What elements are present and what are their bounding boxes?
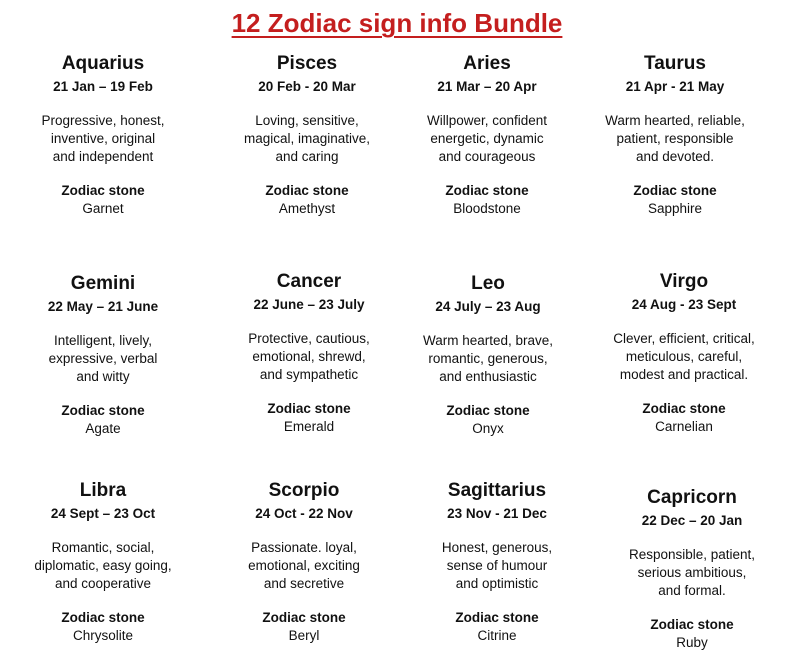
sign-dates: 21 Jan – 19 Feb [53,79,153,94]
sign-traits [585,112,765,166]
trait-line: Loving, sensitive, [255,113,359,128]
trait-line: energetic, dynamic [430,131,544,146]
stone-value: Onyx [472,421,504,436]
trait-line: modest and practical. [619,367,749,382]
stone-value: Amethyst [278,201,336,216]
sign-card-libra [13,479,193,645]
sign-dates: 21 Apr - 21 May [625,79,725,94]
stone-label: Zodiac stone [455,610,539,625]
sign-name: Cancer [276,271,342,292]
stone-value: Emerald [283,419,335,434]
trait-line: Romantic, social, [51,540,155,555]
sign-card-aquarius [13,52,193,218]
stone-value: Agate [85,421,121,436]
trait-line: meticulous, careful, [625,349,743,364]
sign-traits [219,330,399,384]
stone-label: Zodiac stone [61,183,145,198]
page-title: 12 Zodiac sign info Bundle [231,8,563,38]
trait-line: Clever, efficient, critical, [613,331,755,346]
sign-name: Virgo [659,271,709,292]
stone-label: Zodiac stone [445,183,529,198]
stone-label: Zodiac stone [650,617,734,632]
trait-line: and secretive [263,576,345,591]
sign-card-aries [397,52,577,218]
trait-line: Responsible, patient, [628,547,756,562]
sign-card-cancer [219,270,399,436]
sign-traits [13,332,193,386]
sign-traits [594,330,774,384]
trait-line: Warm hearted, reliable, [605,113,745,128]
sign-card-capricorn [602,486,782,651]
sign-dates: 24 Oct - 22 Nov [255,506,353,521]
trait-line: Intelligent, lively, [53,333,153,348]
trait-line: Warm hearted, brave, [422,333,554,348]
stone-value: Garnet [82,201,124,216]
stone-label: Zodiac stone [262,610,346,625]
trait-line: diplomatic, easy going, [34,558,172,573]
trait-line: and courageous [438,149,536,164]
sign-dates: 22 May – 21 June [47,299,159,314]
sign-name: Gemini [70,273,136,294]
stone-label: Zodiac stone [265,183,349,198]
trait-line: Honest, generous, [441,540,553,555]
trait-line: and witty [76,369,130,384]
sign-dates: 23 Nov - 21 Dec [447,506,547,521]
trait-line: sense of humour [446,558,548,573]
sign-dates: 21 Mar – 20 Apr [437,79,537,94]
stone-label: Zodiac stone [633,183,717,198]
sign-card-taurus [585,52,765,218]
trait-line: and devoted. [635,149,715,164]
sign-traits [217,112,397,166]
stone-value: Citrine [477,628,517,643]
trait-line: and sympathetic [259,367,359,382]
trait-line: and independent [52,149,154,164]
sign-dates: 24 July – 23 Aug [435,299,541,314]
trait-line: patient, responsible [616,131,734,146]
sign-traits [13,112,193,166]
trait-line: inventive, original [50,131,156,146]
stone-value: Sapphire [647,201,703,216]
sign-card-pisces [217,52,397,218]
sign-name: Aquarius [61,53,145,74]
sign-card-leo [398,272,578,438]
stone-label: Zodiac stone [642,401,726,416]
sign-card-scorpio [214,479,394,645]
sign-dates: 20 Feb - 20 Mar [258,79,356,94]
sign-name: Leo [471,273,505,294]
trait-line: romantic, generous, [428,351,548,366]
trait-line: and formal. [658,583,726,598]
sign-card-virgo [594,270,774,436]
sign-dates: 22 June – 23 July [253,297,365,312]
trait-line: Protective, cautious, [248,331,370,346]
trait-line: and enthusiastic [439,369,537,384]
trait-line: serious ambitious, [637,565,747,580]
trait-line: expressive, verbal [48,351,158,366]
trait-line: emotional, exciting [248,558,360,573]
sign-name: Capricorn [647,487,737,508]
sign-card-gemini [13,272,193,438]
stone-value: Chrysolite [72,628,134,643]
sign-traits [397,112,577,166]
sign-traits [407,539,587,593]
trait-line: Passionate. loyal, [251,540,357,555]
sign-name: Pisces [276,53,338,74]
trait-line: and optimistic [455,576,539,591]
sign-dates: 22 Dec – 20 Jan [641,513,743,528]
sign-card-sagittarius [407,479,587,645]
sign-name: Sagittarius [447,480,547,501]
sign-dates: 24 Sept – 23 Oct [50,506,156,521]
trait-line: Progressive, honest, [41,113,165,128]
trait-line: emotional, shrewd, [252,349,366,364]
sign-traits [13,539,193,593]
sign-traits [602,546,782,600]
stone-label: Zodiac stone [267,401,351,416]
trait-line: Willpower, confident [426,113,548,128]
sign-name: Taurus [644,53,706,74]
sign-name: Libra [79,480,127,501]
stone-label: Zodiac stone [446,403,530,418]
stone-value: Carnelian [655,419,713,434]
stone-label: Zodiac stone [61,610,145,625]
stone-value: Bloodstone [453,201,521,216]
stone-value: Beryl [288,628,320,643]
sign-dates: 24 Aug - 23 Sept [631,297,737,312]
trait-line: magical, imaginative, [243,131,371,146]
trait-line: and cooperative [54,576,152,591]
sign-name: Aries [463,53,511,74]
trait-line: and caring [275,149,339,164]
sign-name: Scorpio [268,480,340,501]
stone-label: Zodiac stone [61,403,145,418]
stone-value: Ruby [676,635,708,650]
sign-traits [214,539,394,593]
sign-traits [398,332,578,386]
